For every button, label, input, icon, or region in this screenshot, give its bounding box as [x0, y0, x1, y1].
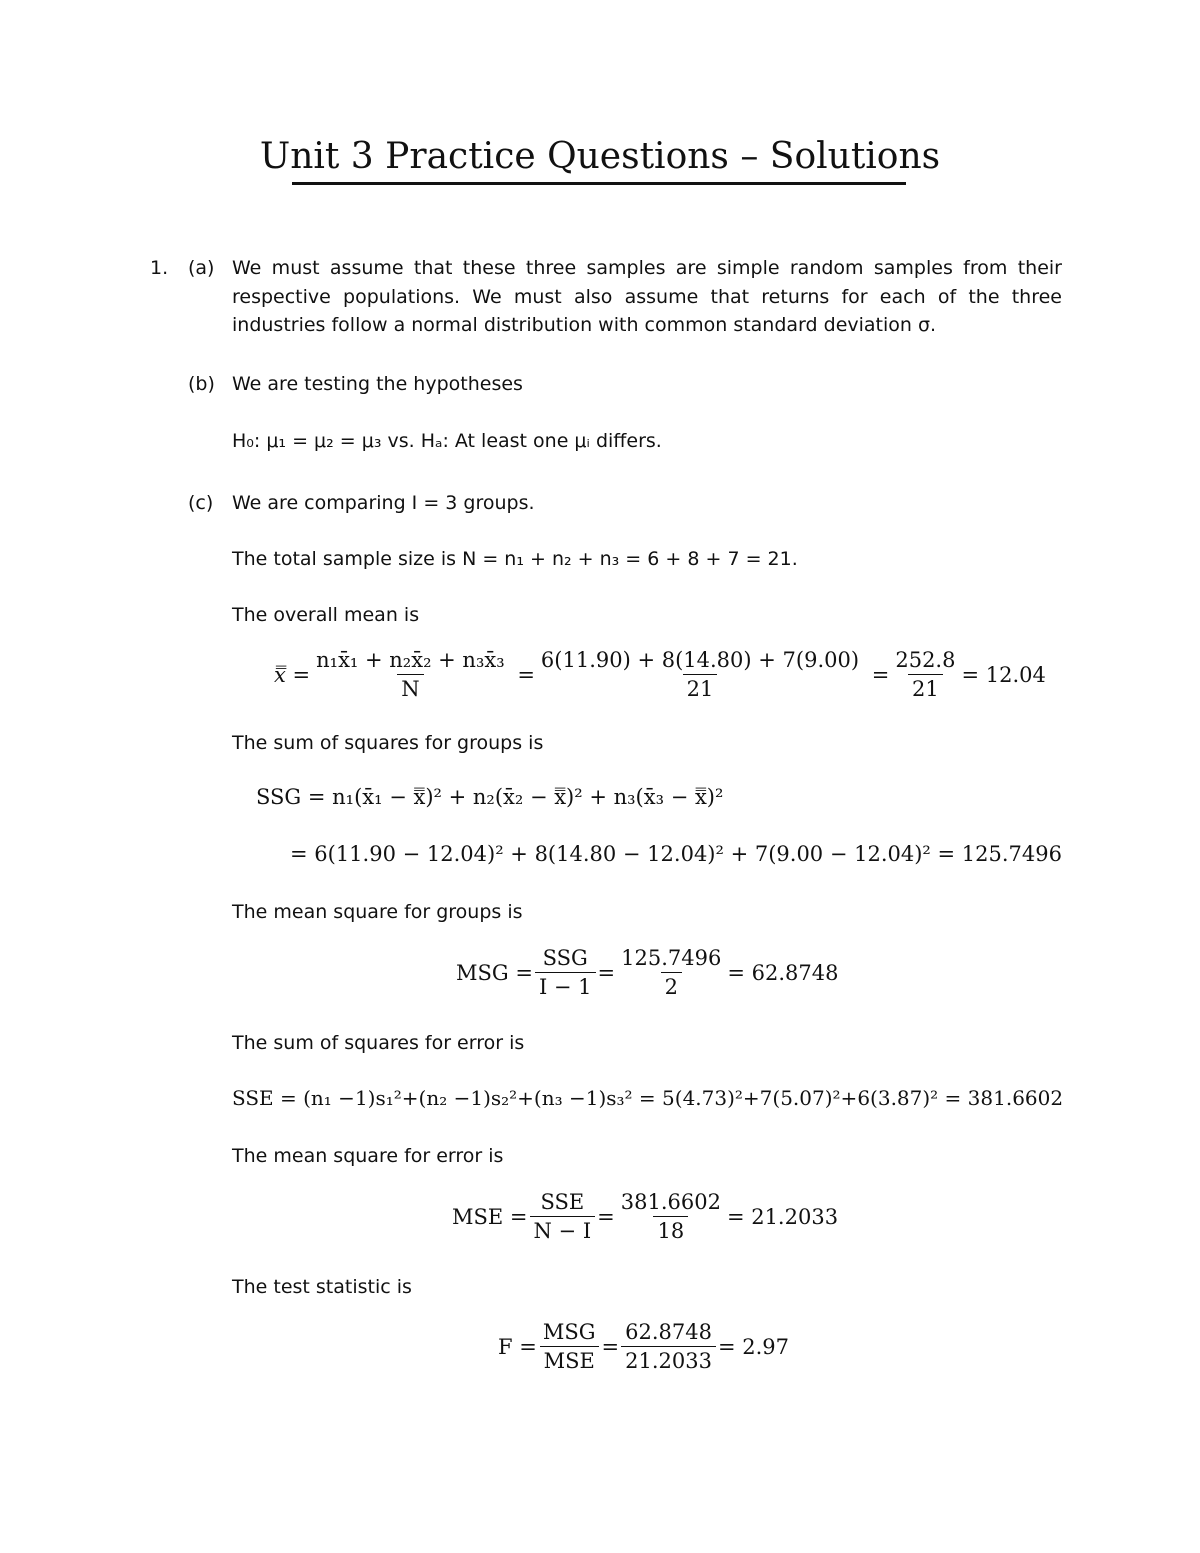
equals-sign: = — [597, 1204, 615, 1229]
result: = 21.2033 — [726, 1204, 839, 1229]
denominator: N — [397, 674, 423, 701]
part-a-label: (a) — [188, 257, 215, 279]
denominator: 2 — [661, 972, 682, 999]
numerator: 381.6602 — [620, 1190, 721, 1214]
part-b-text: We are testing the hypotheses — [232, 373, 523, 395]
fraction — [537, 648, 863, 701]
fraction — [617, 1190, 725, 1243]
fraction — [530, 1190, 596, 1243]
question-number: 1. — [150, 257, 169, 279]
fraction — [891, 648, 959, 701]
equals-sign: = — [597, 960, 616, 985]
denominator: I − 1 — [535, 972, 596, 999]
fraction — [617, 946, 725, 999]
sse-formula: SSE = (n₁ −1)s₁²+(n₂ −1)s₂²+(n₃ −1)s₃² = 5(4.73)²+7(5.07)²+6(3.87)² = 381.6602 — [232, 1086, 1064, 1110]
f-equation — [498, 1320, 789, 1373]
result: = 62.8748 — [727, 960, 839, 985]
denominator: N − I — [530, 1216, 596, 1243]
numerator: MSG — [542, 1320, 596, 1344]
numerator: SSE — [540, 1190, 585, 1214]
msg-label: The mean square for groups is — [232, 901, 523, 923]
test-statistic-label: The test statistic is — [232, 1276, 412, 1298]
result: = 2.97 — [717, 1334, 789, 1359]
lhs: MSE = — [452, 1204, 528, 1229]
grand-mean-symbol: x̿ = — [274, 662, 311, 687]
fraction — [539, 1320, 600, 1373]
page-title: Unit 3 Practice Questions – Solutions — [259, 136, 941, 177]
mse-equation — [452, 1190, 838, 1243]
hypotheses: H₀: μ₁ = μ₂ = μ₃ vs. Hₐ: At least one μᵢ differs. — [232, 430, 662, 452]
title-underline — [292, 182, 906, 185]
ssg-label: The sum of squares for groups is — [232, 732, 544, 754]
denominator: 21.2033 — [621, 1346, 716, 1373]
part-a-text: We must assume that these three samples are simple random samples from their respective populations. We must also assume that returns for each of the three industries follow a normal distribution with common standard deviation σ. — [232, 257, 1062, 336]
lhs: MSG = — [456, 960, 533, 985]
numerator: 6(11.90) + 8(14.80) + 7(9.00) — [540, 648, 860, 672]
fraction — [535, 946, 596, 999]
equals-sign: = — [601, 1334, 620, 1359]
numerator: SSG — [542, 946, 588, 970]
fraction — [312, 648, 509, 701]
msg-equation — [456, 946, 838, 999]
fraction — [621, 1320, 716, 1373]
denominator: 18 — [653, 1216, 688, 1243]
denominator: MSE — [540, 1346, 599, 1373]
overall-mean-label: The overall mean is — [232, 604, 420, 626]
groups-compared: We are comparing I = 3 groups. — [232, 492, 535, 514]
denominator: 21 — [908, 674, 943, 701]
numerator: n₁x̄₁ + n₂x̄₂ + n₃x̄₃ — [316, 648, 505, 672]
mse-label: The mean square for error is — [232, 1145, 504, 1167]
equals-sign: = — [510, 662, 535, 687]
numerator: 62.8748 — [625, 1320, 712, 1344]
result: = 12.04 — [961, 662, 1046, 687]
part-b-label: (b) — [188, 373, 215, 395]
total-sample-size: The total sample size is N = n₁ + n₂ + n₃ = 6 + 8 + 7 = 21. — [232, 548, 798, 570]
overall-mean-equation — [274, 648, 1046, 701]
equals-sign: = — [865, 662, 890, 687]
denominator: 21 — [683, 674, 718, 701]
lhs: F = — [498, 1334, 537, 1359]
numerator: 252.8 — [895, 648, 956, 672]
ssg-formula: SSG = n₁(x̄₁ − x̿)² + n₂(x̄₂ − x̿)² + n₃(x̄₃ − x̿)² — [256, 785, 724, 809]
ssg-computation: = 6(11.90 − 12.04)² + 8(14.80 − 12.04)² + 7(9.00 − 12.04)² = 125.7496 — [290, 842, 1062, 866]
sse-label: The sum of squares for error is — [232, 1032, 525, 1054]
part-c-label: (c) — [188, 492, 214, 514]
numerator: 125.7496 — [621, 946, 722, 970]
